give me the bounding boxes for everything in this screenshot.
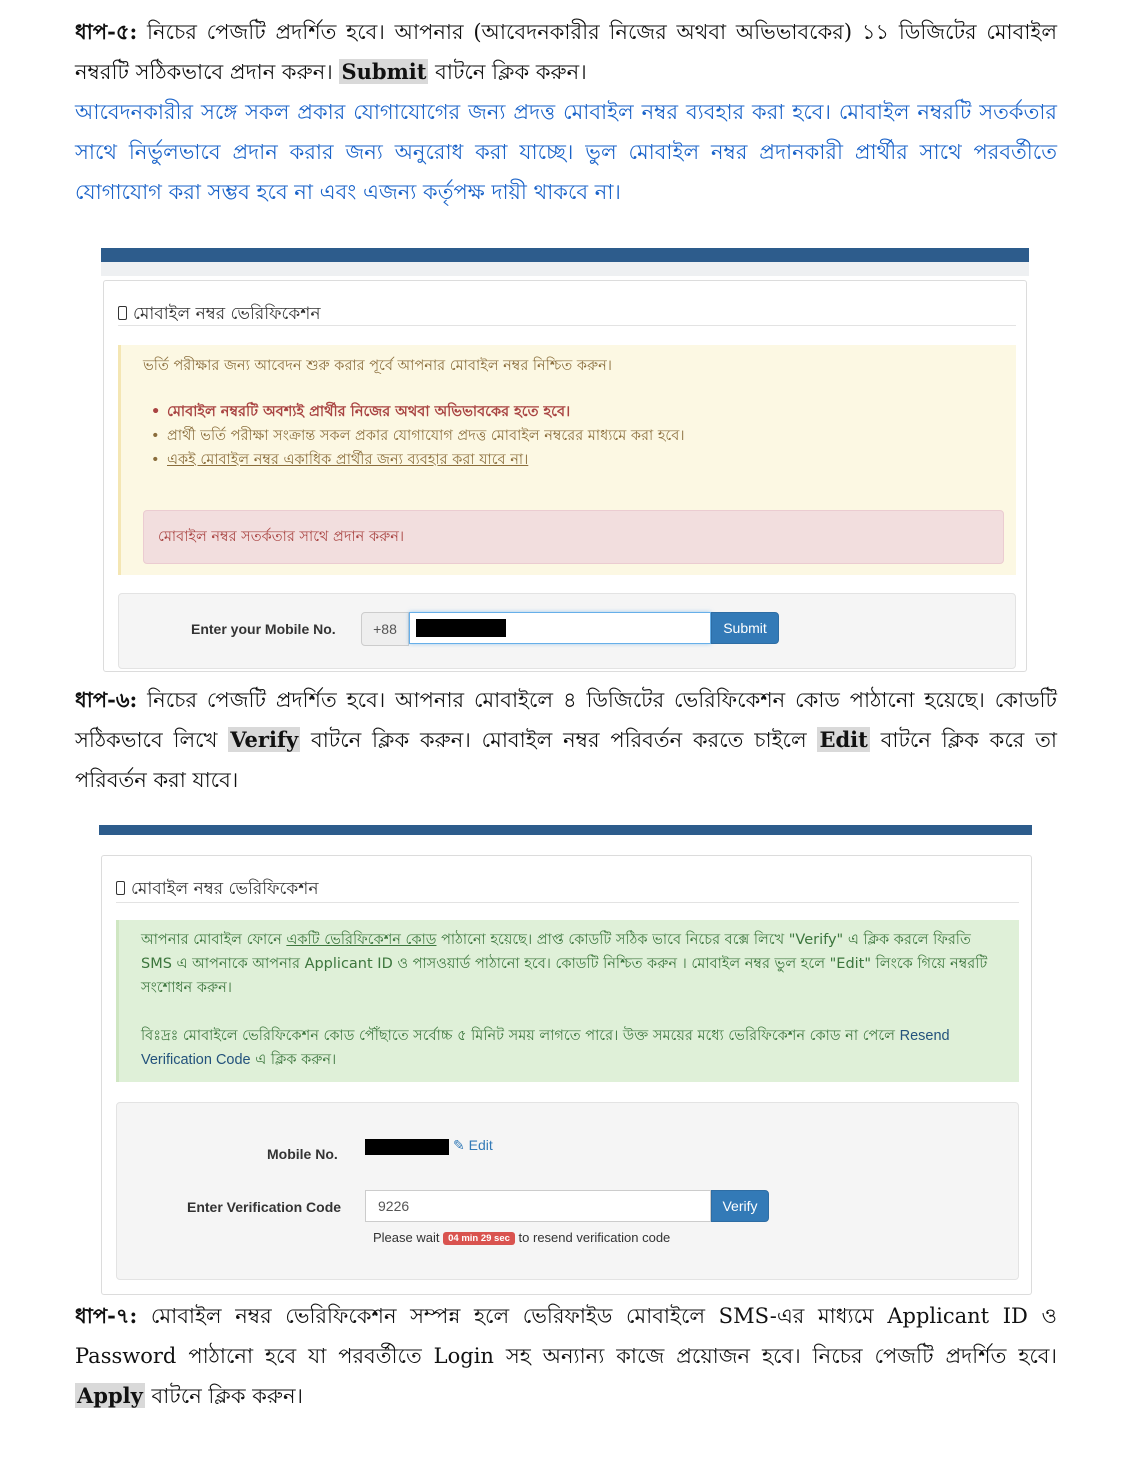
edit-highlight: Edit — [819, 727, 868, 752]
code-value: 9226 — [378, 1198, 410, 1214]
mobile-label: Mobile No. — [267, 1146, 338, 1162]
warning-item: • মোবাইল নম্বরটি অবশ্যই প্রার্থীর নিজের অথবা অভিভাবকের হতে হবে। — [167, 400, 685, 424]
verification-form — [116, 1102, 1019, 1280]
danger-text: মোবাইল নম্বর সতর্কতার সাথে প্রদান করুন। — [158, 529, 405, 545]
divider — [118, 325, 1016, 326]
step5-text: নিচের পেজটি প্রদর্শিত হবে। আপনার (আবেদনকারীর নিজের অথবা অভিভাবকের) ১১ ডিজিটের মোবাইল নম্বরটি সঠিকভাবে প্রদান করুন। — [75, 20, 1057, 84]
apply-highlight: Apply — [77, 1383, 143, 1408]
mobile-label: Enter your Mobile No. — [191, 621, 336, 637]
edit-link-label: Edit — [468, 1137, 493, 1153]
verification-panel — [101, 855, 1032, 1295]
step6-text-end: বাটনে ক্লিক করে তা পরিবর্তন করা যাবে। — [75, 728, 1057, 792]
step7-label: ধাপ-৭: — [75, 1303, 138, 1328]
step6-text-mid: বাটনে ক্লিক করুন। মোবাইল নম্বর পরিবর্তন করতে চাইলে — [311, 728, 807, 752]
warning-list — [121, 400, 685, 472]
note-text-end: এ ক্লিক করুন। — [255, 1052, 337, 1068]
mobile-input[interactable] — [409, 612, 711, 644]
note-text: বিঃদ্রঃ মোবাইলে ভেরিফিকেশন কোড পৌঁছাতে সর্বোচ্চ ৫ মিনিট সময় লাগতে পারে। উক্ত সময়ের মধ্যে ভেরিফিকেশন কোড না পেলে — [141, 1028, 895, 1044]
success-underlined: একটি ভেরিফিকেশন কোড — [286, 932, 437, 948]
danger-alert — [143, 510, 1004, 564]
success-text-rest: পাঠানো হয়েছে। প্রাপ্ত কোডটি সঠিক ভাবে নিচের বক্সে লিখে "Verify" এ ক্লিক করলে ফিরতি SMS এ আপনাকে আপনার Applicant ID ও পাসওয়ার্ড পাঠানো হবে। কোডটি নিশ্চিত করুন । মোবাইল নম্বর ভুল হলে "Edit" লিংকে গিয়ে নম্বরটি সংশোধন করুন। — [141, 932, 988, 996]
success-note — [141, 1024, 997, 1072]
wait-text-end: to resend verification code — [518, 1230, 671, 1245]
verification-code-screenshot — [99, 825, 1032, 1295]
verify-button[interactable]: Verify — [711, 1190, 769, 1222]
wait-text: Please wait — [373, 1230, 440, 1245]
step6-instruction — [75, 680, 1057, 800]
code-label: Enter Verification Code — [187, 1199, 342, 1215]
success-message — [141, 928, 997, 1000]
mobile-form — [118, 593, 1016, 669]
step5-instruction — [75, 12, 1057, 92]
mobile-icon — [116, 881, 125, 895]
success-alert — [116, 920, 1019, 1082]
step5-note: আবেদনকারীর সঙ্গে সকল প্রকার যোগাযোগের জন্য প্রদত্ত মোবাইল নম্বর ব্যবহার করা হবে। মোবাইল নম্বরটি সতর্কতার সাথে নির্ভুলভাবে প্রদান করার জন্য অনুরোধ করা যাচ্ছে। ভুল মোবাইল নম্বর প্রদানকারী প্রার্থীর সাথে পরবর্তীতে যোগাযোগ করা সম্ভব হবে না এবং এজন্য কর্তৃপক্ষ দায়ী থাকবে না। — [75, 100, 1057, 204]
step7-instruction — [75, 1296, 1057, 1416]
header-bar — [99, 825, 1032, 835]
step7-text: মোবাইল নম্বর ভেরিফিকেশন সম্পন্ন হলে ভেরিফাইড মোবাইলে SMS-এর মাধ্যমে Applicant ID ও Password পাঠানো হবে যা পরবর্তীতে Login সহ অন্যান্য কাজে প্রয়োজন হবে। নিচের পেজটি প্রদর্শিত হবে। — [75, 1304, 1058, 1368]
step5-label: ধাপ-৫: — [75, 19, 138, 44]
mobile-entry-screenshot — [101, 248, 1029, 676]
warning-item: • একই মোবাইল নম্বর একাধিক প্রার্থীর জন্য ব্যবহার করা যাবে না। — [167, 448, 685, 472]
panel-title-text: মোবাইল নম্বর ভেরিফিকেশন — [131, 879, 319, 899]
mobile-icon — [118, 306, 127, 320]
panel-title-text: মোবাইল নম্বর ভেরিফিকেশন — [133, 304, 321, 324]
panel-title — [116, 876, 318, 904]
redacted-number — [365, 1139, 449, 1155]
header-bar — [101, 248, 1029, 262]
header-shadow — [101, 262, 1029, 276]
edit-link[interactable] — [453, 1137, 493, 1154]
warning-intro: ভর্তি পরীক্ষার জন্য আবেদন শুরু করার পূর্বে আপনার মোবাইল নম্বর নিশ্চিত করুন। — [143, 358, 612, 374]
countdown-badge: 04 min 29 sec — [443, 1232, 515, 1245]
warning-item: • প্রার্থী ভর্তি পরীক্ষা সংক্রান্ত সকল প্রকার যোগাযোগ প্রদত্ত মোবাইল নম্বরের মাধ্যমে করা হবে। — [167, 424, 685, 448]
submit-highlight: Submit — [341, 59, 427, 84]
step6-label: ধাপ-৬: — [75, 687, 138, 712]
country-code: +88 — [361, 612, 409, 646]
edit-icon: ✎ — [453, 1137, 465, 1153]
redacted-number — [416, 619, 506, 637]
warning-alert — [118, 345, 1016, 575]
verification-code-input[interactable] — [365, 1190, 711, 1222]
step5-text-end: বাটনে ক্লিক করুন। — [435, 60, 587, 84]
success-text: আপনার মোবাইল ফোনে — [141, 932, 282, 948]
resend-wait-text — [373, 1230, 670, 1245]
resend-link[interactable]: Resend Verification Code — [141, 1028, 950, 1068]
divider — [116, 902, 1019, 903]
verify-highlight: Verify — [230, 727, 299, 752]
step6-text: নিচের পেজটি প্রদর্শিত হবে। আপনার মোবাইলে ৪ ডিজিটের ভেরিফিকেশন কোড পাঠানো হয়েছে। কোডটি সঠিকভাবে লিখে — [75, 688, 1057, 752]
verification-panel — [103, 280, 1027, 672]
step7-text-end: বাটনে ক্লিক করুন। — [151, 1384, 304, 1408]
submit-button[interactable]: Submit — [711, 612, 779, 644]
